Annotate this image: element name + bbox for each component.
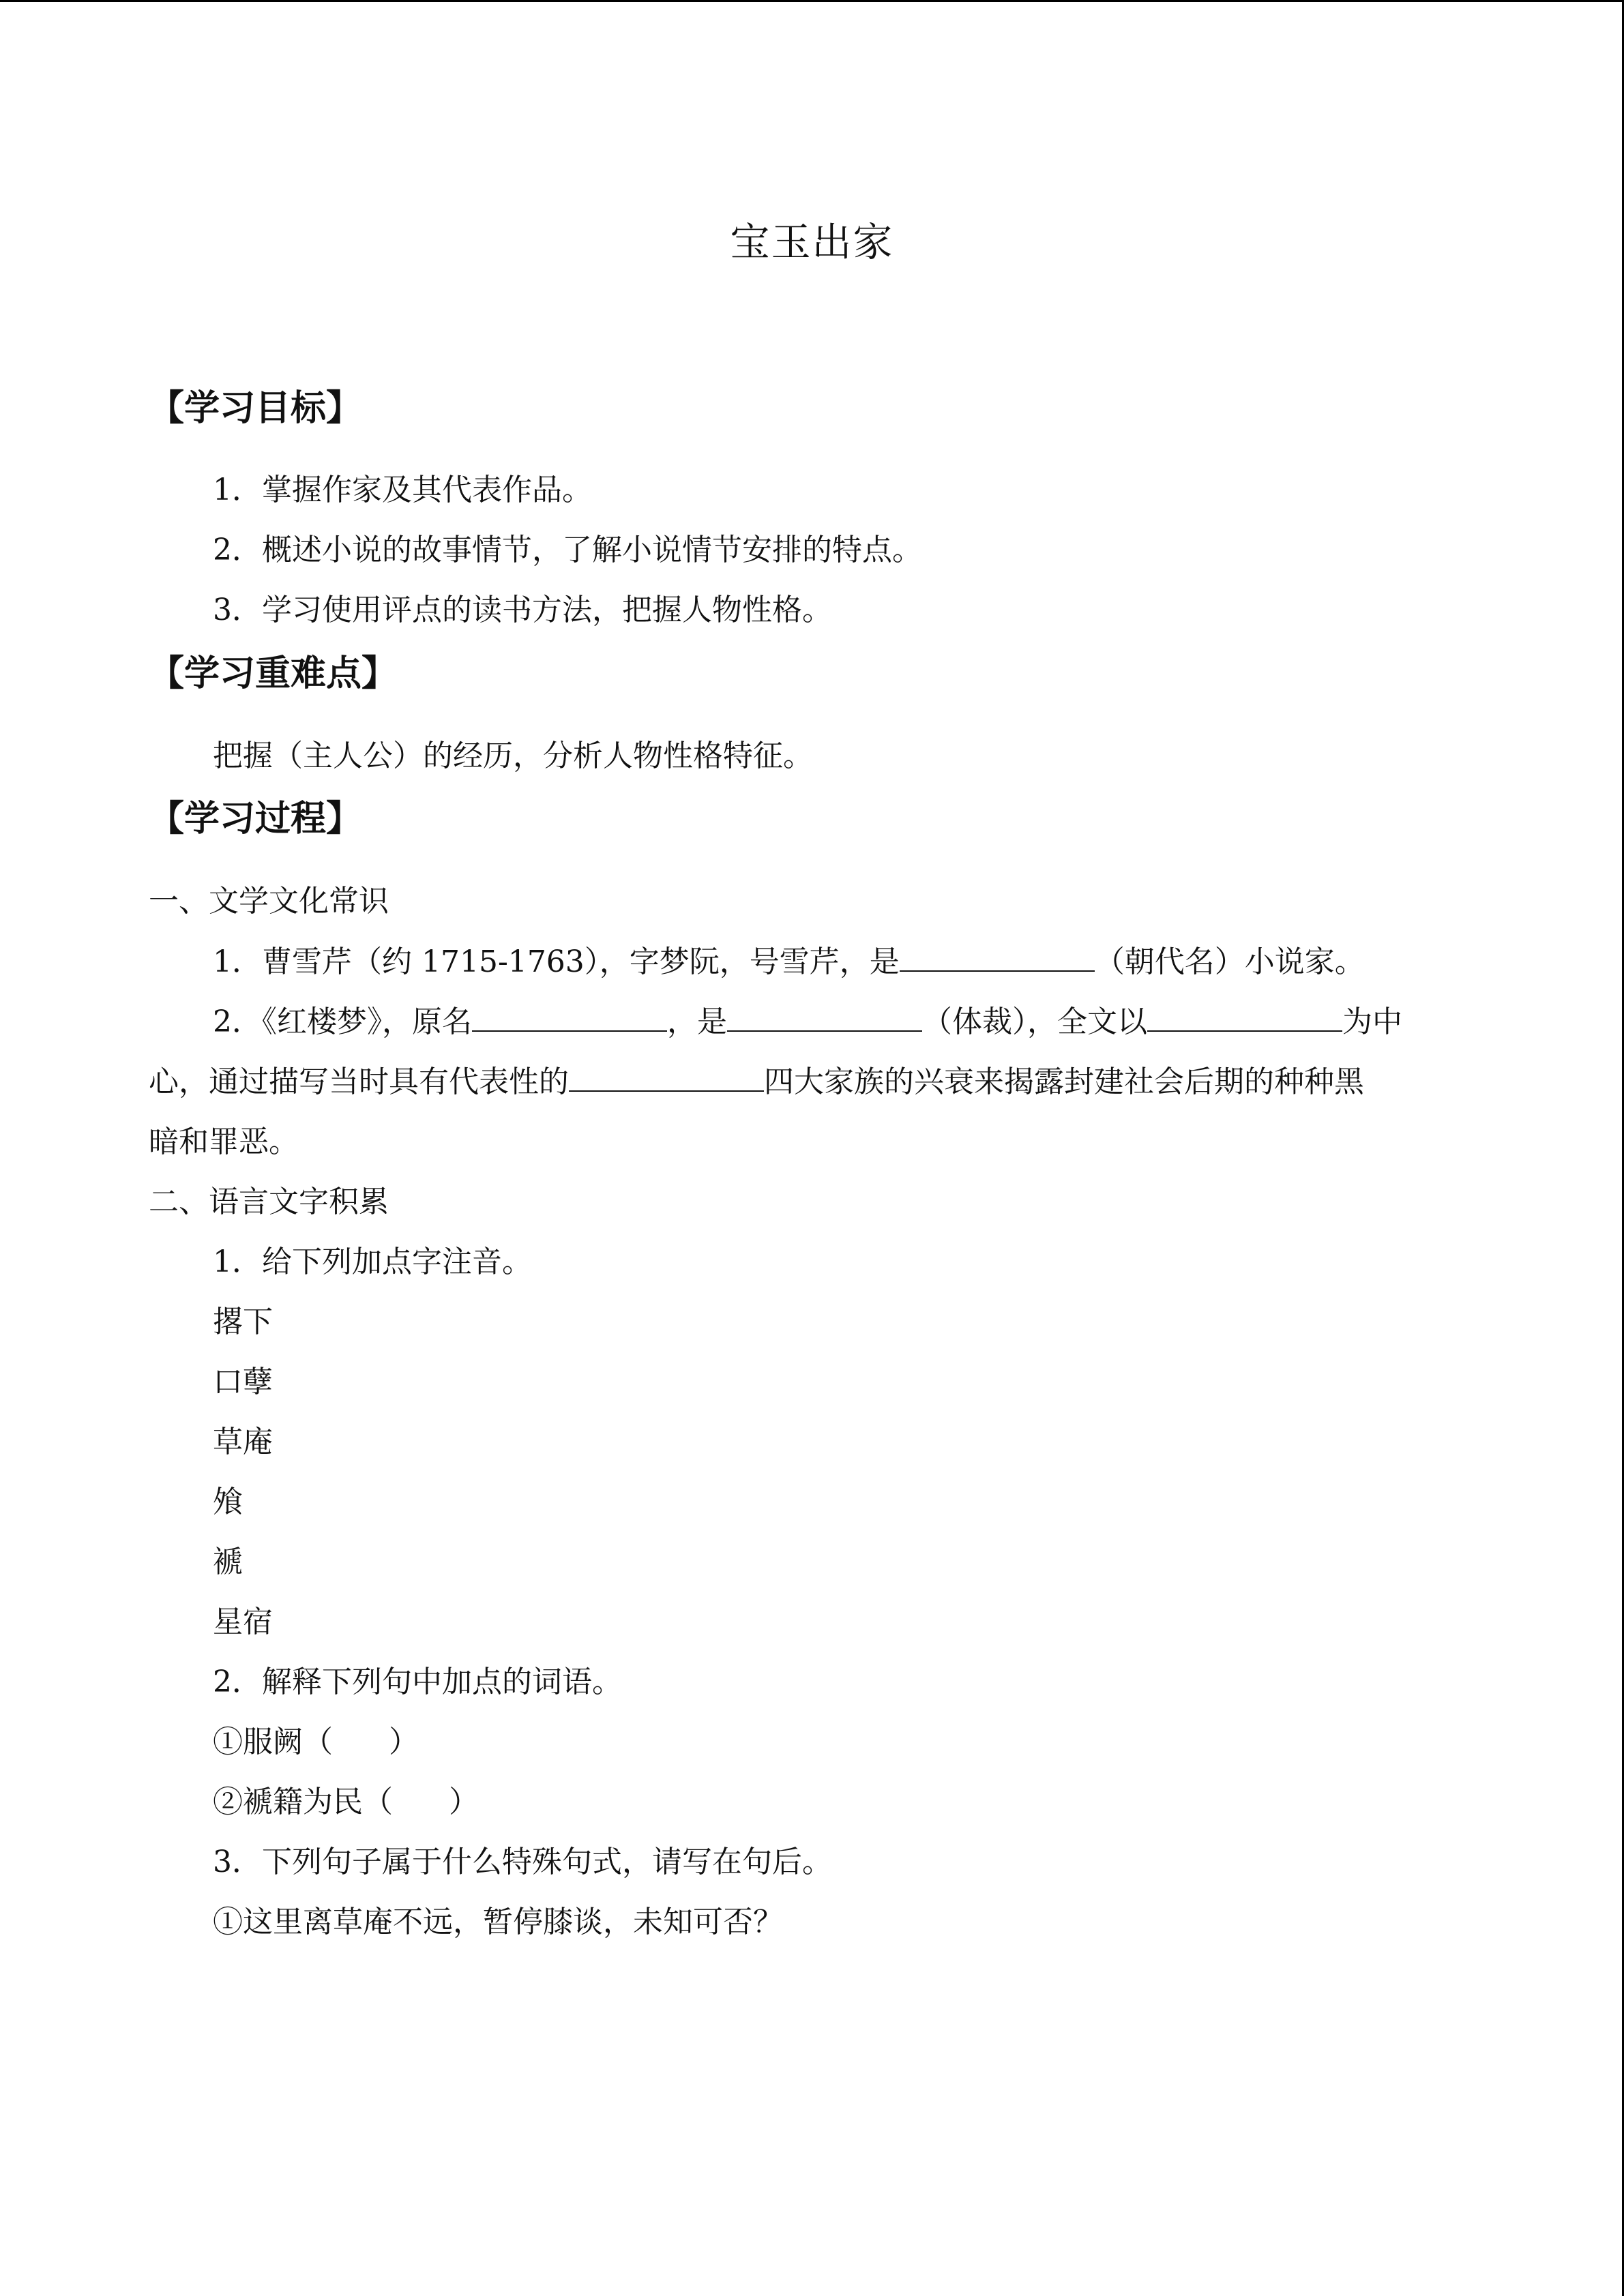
question-2-line-1 — [213, 1004, 1402, 1039]
answer-blank[interactable] — [727, 1009, 922, 1032]
part2-title: 二、语言文字积累 — [149, 1184, 389, 1219]
word-item: 撂下 — [213, 1304, 273, 1339]
word-item: 草庵 — [213, 1425, 273, 1459]
page-title: 宝玉出家 — [730, 219, 894, 265]
question-1-text-a: 1．曹雪芹（约 1715-1763），字梦阮，号雪芹，是 — [213, 944, 900, 979]
goal-item-1: 1．掌握作家及其代表作品。 — [213, 473, 592, 507]
question-2-line-3: 暗和罪恶。 — [149, 1124, 299, 1159]
top-border — [0, 0, 1624, 2]
question-2-text-e: 心，通过描写当时具有代表性的 — [149, 1064, 569, 1099]
question-2-text-a: 2．《红楼梦》，原名 — [213, 1004, 472, 1039]
word-item: 飧 — [213, 1485, 243, 1519]
explain-item-2 — [213, 1787, 479, 1817]
question-2-text-b: ，是 — [667, 1004, 727, 1039]
part2-question-2: 2．解释下列句中加点的词语。 — [213, 1665, 622, 1699]
part2-question-1: 1．给下列加点字注音。 — [213, 1244, 532, 1279]
question-1-text-b: （朝代名）小说家。 — [1094, 944, 1365, 979]
answer-blank[interactable] — [900, 949, 1095, 972]
explain-item-2-text: ②褫籍为民（ — [213, 1785, 393, 1819]
sentence-item-1: ①这里离草庵不远，暂停膝谈，未知可否？ — [213, 1905, 783, 1939]
word-item: 褫 — [213, 1545, 243, 1579]
key-points-text: 把握（主人公）的经历，分析人物性格特征。 — [213, 739, 813, 773]
goal-item-2: 2．概述小说的故事情节，了解小说情节安排的特点。 — [213, 533, 922, 567]
question-2-text-c: （体裁），全文以 — [922, 1004, 1147, 1039]
closing-paren: ） — [449, 1785, 479, 1819]
explain-item-1 — [213, 1727, 419, 1757]
part1-title: 一、文学文化常识 — [149, 884, 389, 919]
question-2-line-2 — [149, 1064, 1364, 1099]
question-2-text-d: 为中 — [1342, 1004, 1402, 1039]
answer-blank[interactable] — [569, 1069, 764, 1092]
word-item: 口孽 — [213, 1365, 273, 1399]
goal-item-3: 3．学习使用评点的读书方法，把握人物性格。 — [213, 593, 832, 627]
key-points-heading: 【学习重难点】 — [149, 653, 398, 694]
question-1 — [213, 944, 1365, 979]
question-2-text-f: 四大家族的兴衰来揭露封建社会后期的种种黑 — [764, 1064, 1364, 1099]
part2-question-3: 3．下列句子属于什么特殊句式，请写在句后。 — [213, 1845, 832, 1879]
process-heading: 【学习过程】 — [149, 798, 362, 839]
closing-paren: ） — [389, 1725, 419, 1759]
answer-blank[interactable] — [472, 1009, 667, 1032]
goals-heading: 【学习目标】 — [149, 387, 362, 429]
explain-item-1-text: ①服阙（ — [213, 1725, 333, 1759]
word-item: 星宿 — [213, 1605, 273, 1639]
answer-blank[interactable] — [1147, 1009, 1342, 1032]
